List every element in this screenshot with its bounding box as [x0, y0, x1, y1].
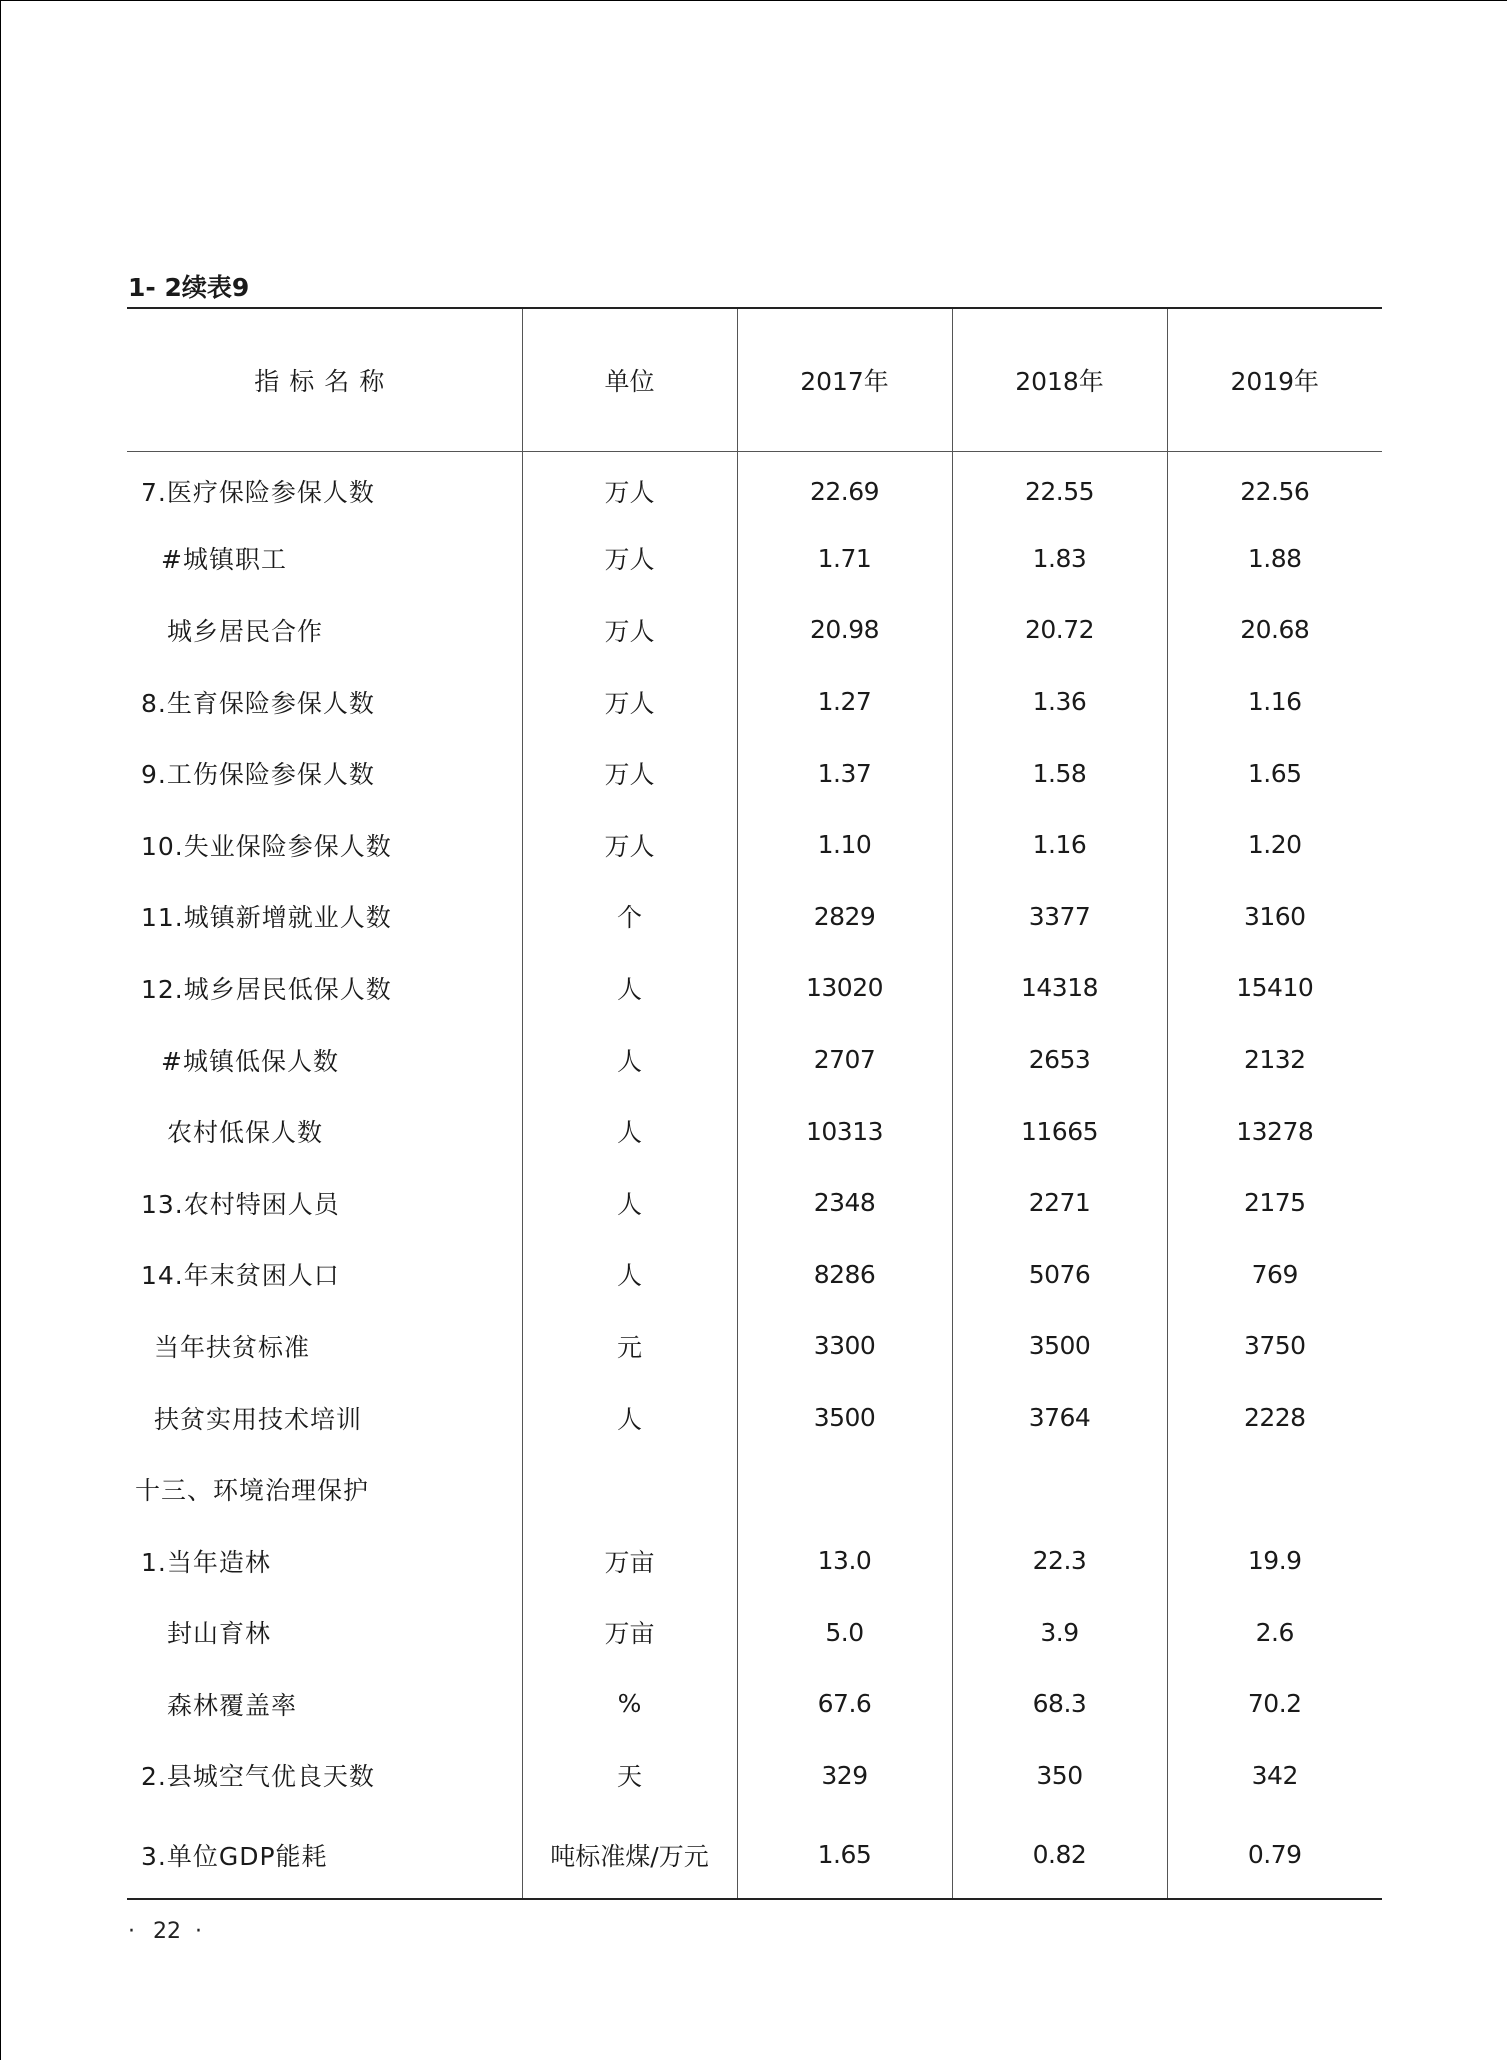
value-2018: 3500	[952, 1310, 1167, 1382]
table-title: 1- 2续表9	[128, 273, 250, 302]
value-2018: 20.72	[952, 594, 1167, 666]
value-2018: 5076	[952, 1239, 1167, 1311]
value-2019: 15410	[1167, 952, 1382, 1024]
table-row	[127, 594, 1382, 666]
value-2019	[1167, 1453, 1382, 1525]
indicator-name: 7.医疗保险参保人数	[141, 478, 375, 508]
value-2017: 67.6	[737, 1668, 952, 1740]
table-row	[127, 666, 1382, 738]
unit-cell: 万人	[522, 666, 737, 738]
unit-cell: 个	[522, 881, 737, 953]
indicator-name: #城镇低保人数	[161, 1046, 339, 1076]
value-2017: 329	[737, 1740, 952, 1812]
indicator-name: 2.县城空气优良天数	[141, 1762, 375, 1792]
section-heading: 十三、环境治理保护	[135, 1476, 370, 1506]
unit-cell: 万人	[522, 737, 737, 809]
indicator-name: 13.农村特困人员	[141, 1189, 340, 1219]
indicator-name: 当年扶贫标准	[154, 1332, 311, 1362]
value-2018: 2271	[952, 1167, 1167, 1239]
value-2019: 1.88	[1167, 523, 1382, 595]
value-2017: 13020	[737, 952, 952, 1024]
unit-cell: 万人	[522, 451, 737, 523]
value-2019: 3750	[1167, 1310, 1382, 1382]
indicator-name: #城镇职工	[161, 545, 287, 575]
value-2018: 0.82	[952, 1811, 1167, 1899]
value-2018: 1.16	[952, 809, 1167, 881]
value-2017: 1.10	[737, 809, 952, 881]
value-2017	[737, 1453, 952, 1525]
value-2017: 22.69	[737, 451, 952, 523]
unit-cell: 天	[522, 1740, 737, 1812]
unit-cell: 万亩	[522, 1525, 737, 1597]
table-body	[127, 451, 1382, 1899]
unit-cell: 人	[522, 1167, 737, 1239]
unit-cell: 人	[522, 1239, 737, 1311]
value-2018: 3764	[952, 1382, 1167, 1454]
value-2019: 342	[1167, 1740, 1382, 1812]
section-row	[127, 1453, 1382, 1525]
table-row	[127, 1024, 1382, 1096]
table-header-row	[127, 308, 1382, 451]
table-row	[127, 1668, 1382, 1740]
value-2017: 2707	[737, 1024, 952, 1096]
table-row	[127, 451, 1382, 523]
value-2019: 769	[1167, 1239, 1382, 1311]
indicator-name: 9.工伤保险参保人数	[141, 760, 375, 790]
value-2019: 1.65	[1167, 737, 1382, 809]
value-2018: 3377	[952, 881, 1167, 953]
value-2018: 2653	[952, 1024, 1167, 1096]
value-2019: 13278	[1167, 1095, 1382, 1167]
unit-cell: 万人	[522, 809, 737, 881]
value-2019: 22.56	[1167, 451, 1382, 523]
indicator-name: 农村低保人数	[167, 1118, 324, 1148]
value-2019: 2132	[1167, 1024, 1382, 1096]
table-row	[127, 952, 1382, 1024]
header-2019: 2019年	[1167, 308, 1382, 451]
unit-cell: 元	[522, 1310, 737, 1382]
table-row	[127, 1239, 1382, 1311]
value-2018: 3.9	[952, 1597, 1167, 1669]
value-2018: 1.83	[952, 523, 1167, 595]
value-2019: 3160	[1167, 881, 1382, 953]
value-2019: 20.68	[1167, 594, 1382, 666]
value-2017: 1.27	[737, 666, 952, 738]
indicator-name: 1.当年造林	[141, 1547, 271, 1577]
value-2019: 1.16	[1167, 666, 1382, 738]
indicator-name: 8.生育保险参保人数	[141, 688, 375, 718]
indicator-name: 扶贫实用技术培训	[154, 1404, 363, 1434]
value-2018: 11665	[952, 1095, 1167, 1167]
table-row	[127, 1310, 1382, 1382]
table-row	[127, 1095, 1382, 1167]
table-row	[127, 1811, 1382, 1899]
table-row	[127, 1382, 1382, 1454]
statistics-table	[127, 307, 1382, 1900]
indicator-name: 10.失业保险参保人数	[141, 831, 392, 861]
unit-cell: 吨标准煤/万元	[522, 1811, 737, 1899]
value-2019: 1.20	[1167, 809, 1382, 881]
page-number: 22	[153, 1919, 181, 1944]
value-2018: 22.55	[952, 451, 1167, 523]
indicator-name: 城乡居民合作	[167, 616, 324, 646]
value-2018	[952, 1453, 1167, 1525]
indicator-name: 3.单位GDP能耗	[127, 1811, 522, 1899]
value-2017: 1.65	[737, 1811, 952, 1899]
value-2018: 14318	[952, 952, 1167, 1024]
table-row	[127, 1167, 1382, 1239]
value-2017: 3300	[737, 1310, 952, 1382]
value-2017: 5.0	[737, 1597, 952, 1669]
value-2019: 2228	[1167, 1382, 1382, 1454]
indicator-name: 12.城乡居民低保人数	[141, 974, 392, 1004]
unit-cell: 人	[522, 1382, 737, 1454]
page-number-dot-left: ·	[128, 1919, 135, 1944]
value-2017: 3500	[737, 1382, 952, 1454]
value-2019: 70.2	[1167, 1668, 1382, 1740]
header-2018: 2018年	[952, 308, 1167, 451]
value-2017: 13.0	[737, 1525, 952, 1597]
value-2019: 0.79	[1167, 1811, 1382, 1899]
value-2018: 350	[952, 1740, 1167, 1812]
unit-cell: 人	[522, 952, 737, 1024]
value-2018: 68.3	[952, 1668, 1167, 1740]
indicator-name: 11.城镇新增就业人数	[141, 903, 392, 933]
header-unit: 单位	[522, 308, 737, 451]
value-2017: 20.98	[737, 594, 952, 666]
table-row	[127, 737, 1382, 809]
value-2018: 1.58	[952, 737, 1167, 809]
table-row	[127, 1525, 1382, 1597]
unit-cell: 万人	[522, 594, 737, 666]
value-2018: 22.3	[952, 1525, 1167, 1597]
unit-cell: 人	[522, 1024, 737, 1096]
unit-cell	[522, 1453, 737, 1525]
unit-cell: %	[522, 1668, 737, 1740]
indicator-name: 14.年末贫困人口	[141, 1261, 340, 1291]
table-row	[127, 1740, 1382, 1812]
value-2017: 2348	[737, 1167, 952, 1239]
unit-cell: 万人	[522, 523, 737, 595]
indicator-name: 森林覆盖率	[167, 1690, 298, 1720]
header-indicator-name: 指标名称	[127, 308, 522, 451]
value-2018: 1.36	[952, 666, 1167, 738]
indicator-name: 封山育林	[167, 1619, 272, 1649]
value-2019: 2.6	[1167, 1597, 1382, 1669]
value-2019: 19.9	[1167, 1525, 1382, 1597]
value-2017: 1.37	[737, 737, 952, 809]
table-row	[127, 523, 1382, 595]
value-2017: 10313	[737, 1095, 952, 1167]
page-number-dot-right: ·	[195, 1919, 202, 1944]
table-row	[127, 1597, 1382, 1669]
unit-cell: 人	[522, 1095, 737, 1167]
value-2017: 1.71	[737, 523, 952, 595]
header-2017: 2017年	[737, 308, 952, 451]
value-2017: 2829	[737, 881, 952, 953]
value-2017: 8286	[737, 1239, 952, 1311]
unit-cell: 万亩	[522, 1597, 737, 1669]
table-row	[127, 881, 1382, 953]
value-2019: 2175	[1167, 1167, 1382, 1239]
page-number-footer	[128, 1919, 202, 1944]
table-row	[127, 809, 1382, 881]
